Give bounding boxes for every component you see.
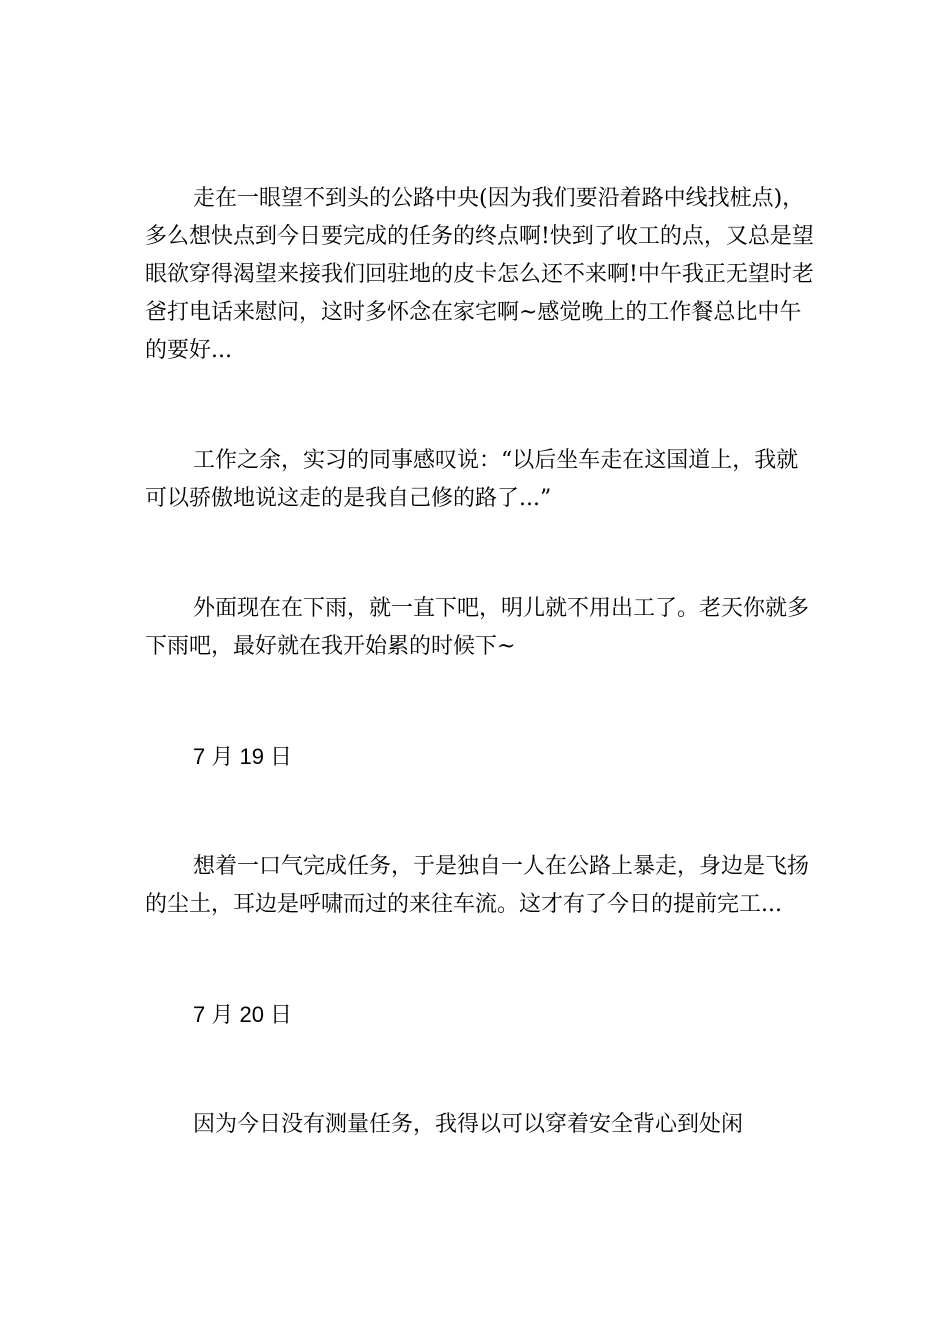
paragraph-3: 外面现在在下雨，就一直下吧，明儿就不用出工了。老天你就多下雨吧，最好就在我开始累的时候下~ (145, 596, 810, 659)
paragraph-1: 走在一眼望不到头的公路中央(因为我们要沿着路中线找桩点)，多么想快点到今日要完成的任务的终点啊!快到了收工的点，又总是望眼欲穿得渴望来接我们回驻地的皮卡怎么还不来啊!中午我正无望时老爸打电话来慰问，这时多怀念在家宅啊~感觉晚上的工作餐总比中午的要好... (145, 186, 814, 363)
document-body (145, 180, 820, 1144)
paragraph-5: 因为今日没有测量任务，我得以可以穿着安全背心到处闲 (193, 1112, 744, 1137)
paragraph-2: 工作之余，实习的同事感叹说：“以后坐车走在这国道上，我就可以骄傲地说这走的是我自己修的路了...” (145, 448, 799, 511)
date-heading-july-20: 7 月 20 日 (193, 1002, 293, 1027)
date-heading-july-19: 7 月 19 日 (193, 744, 293, 769)
paragraph-4: 想着一口气完成任务，于是独自一人在公路上暴走，身边是飞扬的尘土，耳边是呼啸而过的来往车流。这才有了今日的提前完工... (145, 854, 810, 917)
